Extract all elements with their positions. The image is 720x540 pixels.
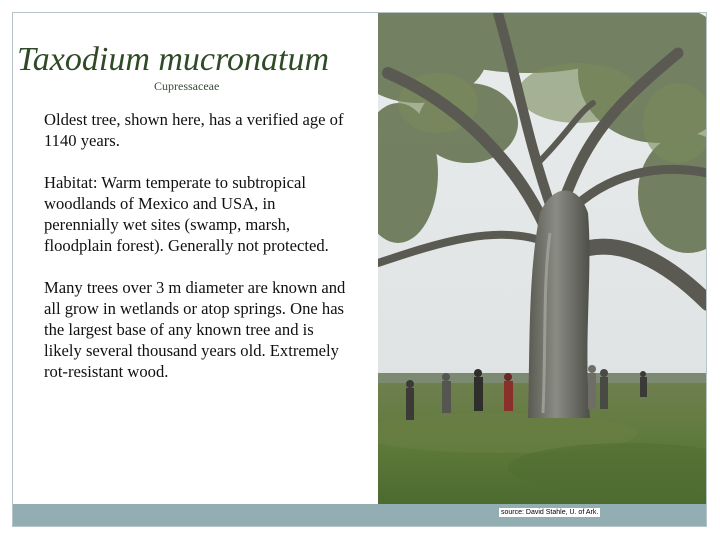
slide (12, 12, 707, 527)
tree-photo (378, 13, 707, 504)
paragraph-age: Oldest tree, shown here, has a verified age of 1140 years. (44, 110, 344, 150)
slide-title: Taxodium mucronatum (17, 41, 329, 78)
paragraph-habitat: Habitat: Warm temperate to subtropical woodlands of Mexico and USA, in perennially wet sites (swamp, marsh, floodplain forest). Generally not protected. (44, 173, 329, 255)
paragraph-notes: Many trees over 3 m diameter are known and all grow in wetlands or atop springs. One has the largest base of any known tree and is likely several thousand years old. Extremely rot-resistant wood. (44, 278, 346, 381)
body-text (44, 109, 349, 403)
tree-photo-image (378, 13, 707, 504)
text-panel (13, 13, 378, 504)
photo-credit: source: David Stahle, U. of Ark. (501, 509, 599, 516)
footer-bar (13, 504, 707, 527)
family-name: Cupressaceae (154, 79, 220, 93)
